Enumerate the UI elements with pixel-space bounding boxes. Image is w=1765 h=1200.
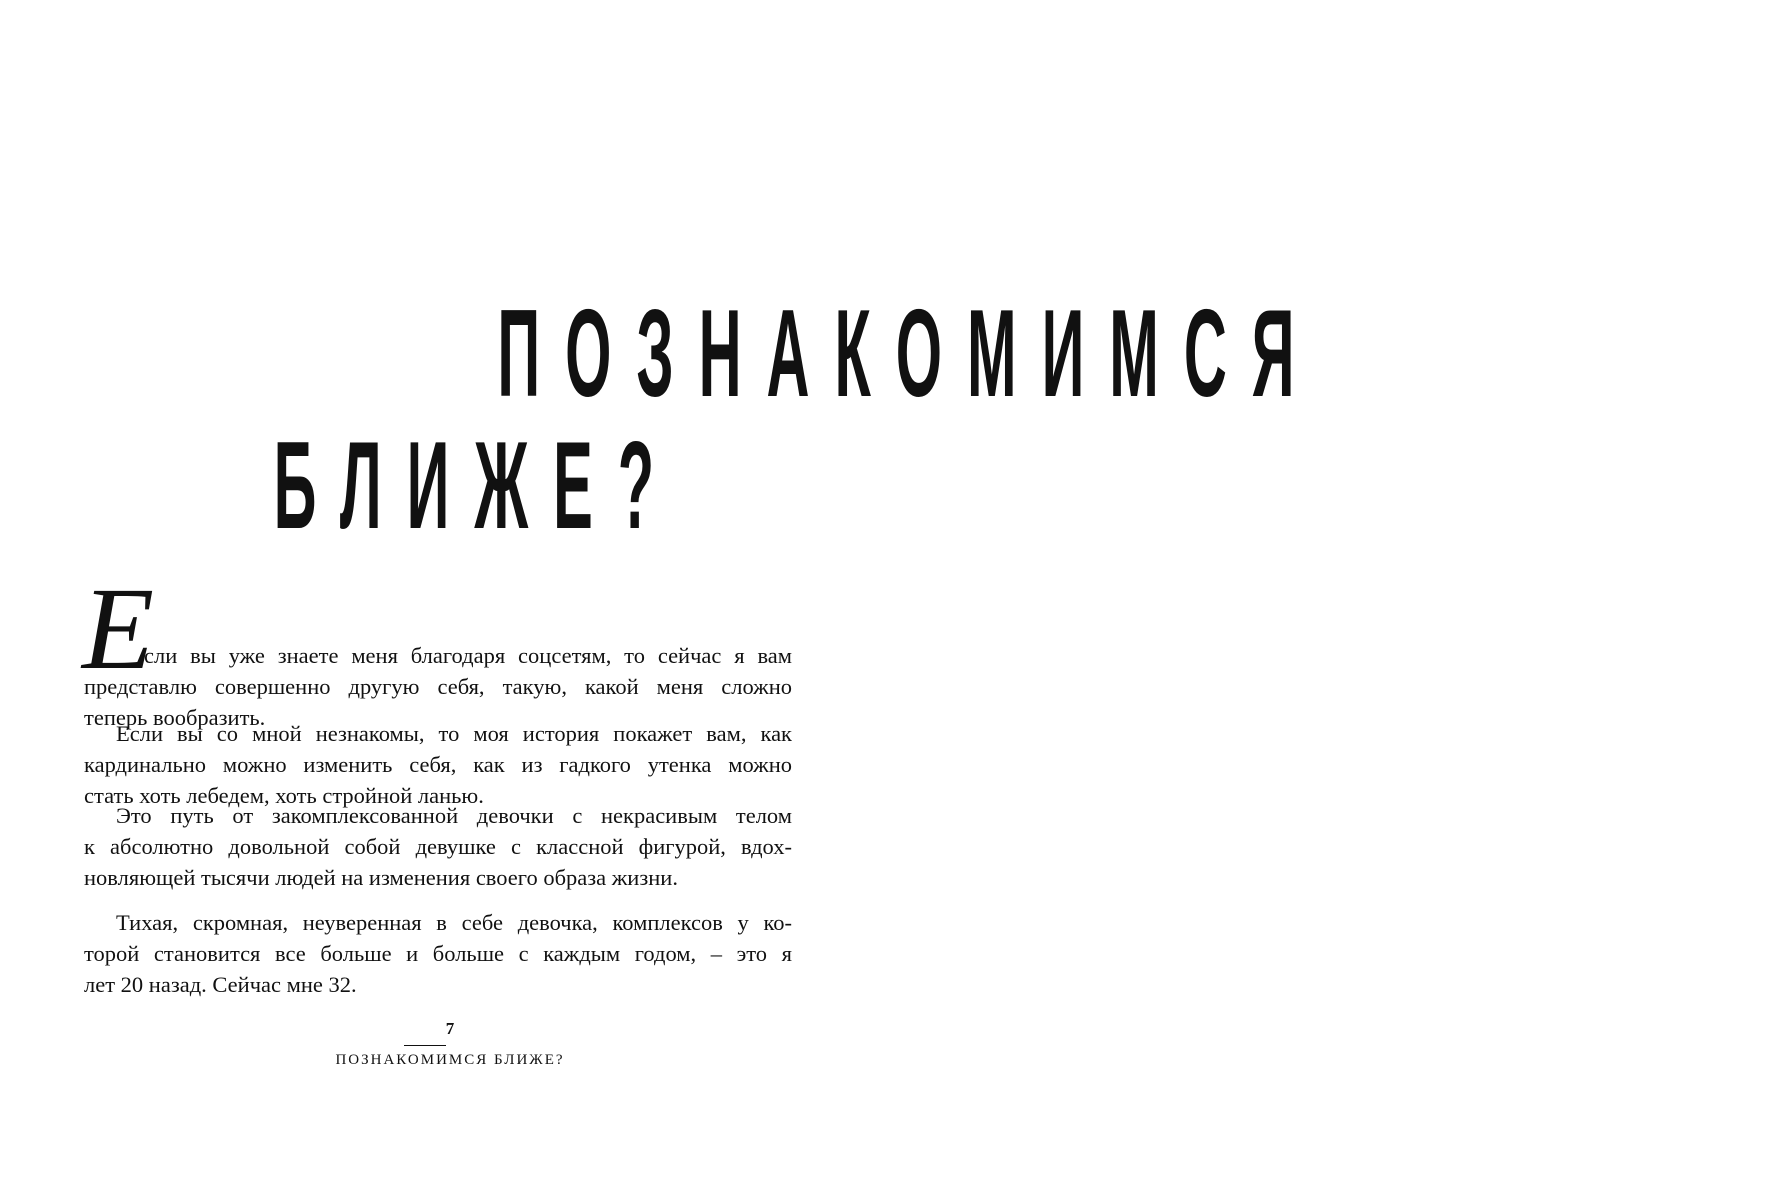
text-line: лет 20 назад. Сейчас мне 32.: [84, 972, 357, 997]
drop-cap: Е: [82, 563, 155, 694]
text-line: к абсолютно довольной собой девушке с классной фигурой, вдох-: [84, 834, 792, 859]
text-line: торой становится все больше и больше с каждым годом, – это я: [84, 941, 792, 966]
text-line: теперь вообразить.: [84, 705, 266, 730]
page-number: 7: [445, 1019, 455, 1038]
running-title: ПОЗНАКОМИМСЯ БЛИЖЕ?: [335, 1052, 565, 1068]
paragraph-3: [84, 800, 792, 893]
text-line: Это путь от закомплексованной девочки с некрасивым телом: [116, 803, 792, 828]
text-line: Если вы со мной незнакомы, то моя история покажет вам, как: [116, 721, 792, 746]
text-line: стать хоть лебедем, хоть стройной ланью.: [84, 783, 484, 808]
text-line: сли вы уже знаете меня благодаря соцсетям, то сейчас я вам: [144, 643, 792, 668]
paragraph-4: [84, 907, 792, 1000]
paragraph-2: [84, 718, 792, 811]
text-line: Тихая, скромная, неуверенная в себе девочка, комплексов у ко-: [116, 910, 792, 935]
text-line: новляющей тысячи людей на изменения своего образа жизни.: [84, 865, 678, 890]
footer-divider: [404, 1045, 446, 1046]
text-line: кардинально можно изменить себя, как из гадкого утенка можно: [84, 752, 792, 777]
chapter-title-line-1: ПОЗНАКОМИМСЯ: [497, 285, 1320, 423]
chapter-title-line-2: БЛИЖЕ?: [273, 417, 679, 555]
text-line: представлю совершенно другую себя, такую, какой меня сложно: [84, 674, 792, 699]
